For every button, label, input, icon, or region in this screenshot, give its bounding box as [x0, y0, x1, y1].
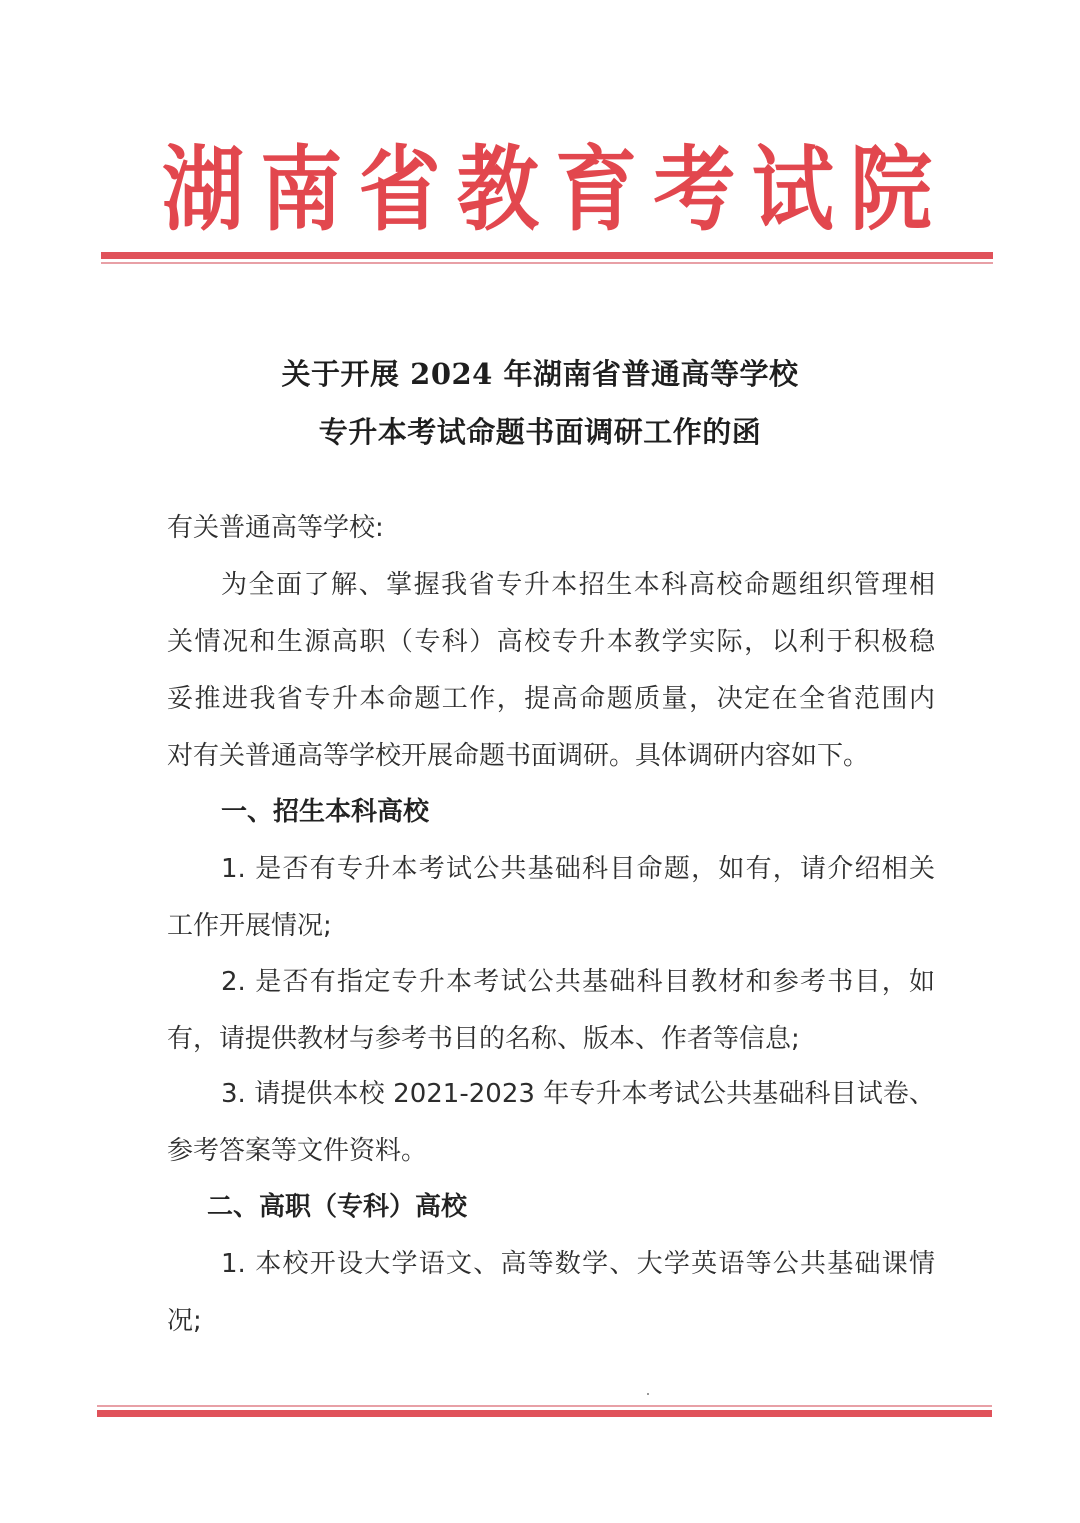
document-title-line-2: 专升本考试命题书面调研工作的函 [318, 415, 762, 449]
section-2-item-1-line-2: 况; [167, 1306, 202, 1336]
letterhead-rule-thin [101, 262, 993, 264]
letterhead-char: 考 [653, 136, 736, 244]
section-2-item-1-line-1: 1. 本校开设大学语文、高等数学、大学英语等公共基础课情 [221, 1249, 935, 1279]
salutation: 有关普通高等学校: [167, 513, 384, 543]
intro-line: 为全面了解、掌握我省专升本招生本科高校命题组织管理相 [221, 570, 935, 600]
letterhead-char: 育 [555, 136, 638, 244]
section-1-heading: 一、招生本科高校 [221, 797, 430, 827]
letterhead-char: 省 [358, 136, 441, 244]
section-2-heading: 二、高职（专科）高校 [207, 1192, 468, 1222]
footer-rule-thin [97, 1405, 992, 1407]
scan-speck [647, 1393, 649, 1395]
section-1-item-1-line-1: 1. 是否有专升本考试公共基础科目命题，如有，请介绍相关 [221, 854, 935, 884]
intro-line: 对有关普通高等学校开展命题书面调研。具体调研内容如下。 [167, 741, 870, 771]
footer-rule-thick [97, 1410, 992, 1417]
section-1-item-2-line-1: 2. 是否有指定专升本考试公共基础科目教材和参考书目，如 [221, 967, 935, 997]
intro-line: 关情况和生源高职（专科）高校专升本教学实际，以利于积极稳 [167, 627, 935, 657]
letterhead-char: 教 [456, 136, 539, 244]
letterhead-rule-thick [101, 252, 993, 259]
letterhead-char: 湖 [162, 136, 245, 244]
section-1-item-3-line-2: 参考答案等文件资料。 [167, 1136, 428, 1166]
section-1-item-3-line-1: 3. 请提供本校 2021-2023 年专升本考试公共基础科目试卷、 [221, 1079, 935, 1109]
letterhead-organization-name [100, 136, 990, 244]
section-1-item-1-line-2: 工作开展情况; [167, 911, 332, 941]
letterhead-char: 南 [260, 136, 343, 244]
section-1-item-2-line-2: 有，请提供教材与参考书目的名称、版本、作者等信息; [167, 1024, 800, 1054]
document-title-line-1: 关于开展 2024 年湖南省普通高等学校 [281, 357, 799, 391]
intro-line: 妥推进我省专升本命题工作，提高命题质量，决定在全省范围内 [167, 684, 935, 714]
letterhead-char: 试 [751, 136, 834, 244]
letterhead-char: 院 [849, 136, 932, 244]
